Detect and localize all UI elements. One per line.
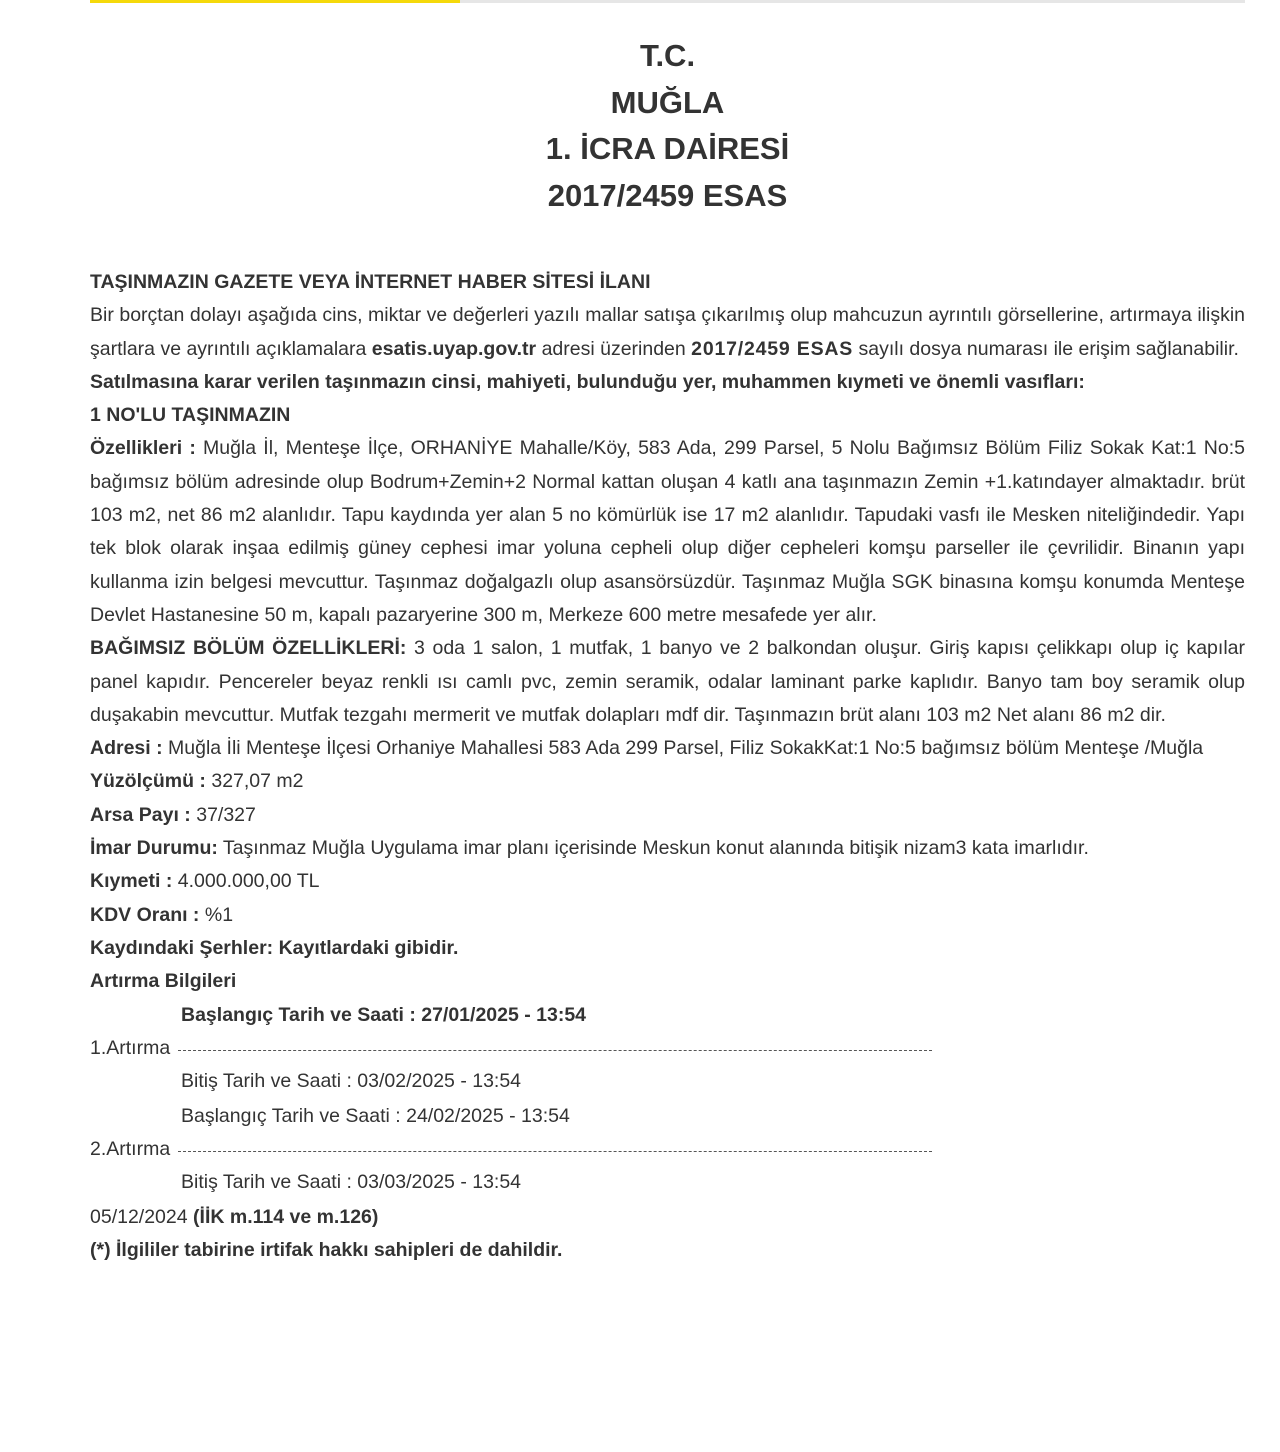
document-header — [90, 33, 1245, 219]
vat-rate: KDV Oranı : %1 — [90, 903, 234, 926]
subject-heading: Satılmasına karar verilen taşınmazın cinsi, mahiyeti, bulunduğu yer, muhammen kıymeti ve önemli vasıfları: — [90, 370, 1085, 393]
notice-intro: Bir borçtan dolayı aşağıda cins, miktar ve değerleri yazılı mallar satışa çıkarılmış olup mahcuzun ayrıntılı görsellerine, artırmaya ilişkin şartlara ve ayrıntılı açıklamalara esatis.uyap.gov.tr adresi üzerinden 2017/2459 ESAS sayılı dosya numarası ile erişim sağlanabilir. — [90, 304, 1245, 360]
unit-features: BAĞIMSIZ BÖLÜM ÖZELLİKLERİ: 3 oda 1 salon, 1 mutfak, 1 banyo ve 2 balkondan oluşur. Giriş kapısı çelikkapı olup iç kapılar panel kapıdır. Pencereler beyaz renkli ısı camlı pvc, zemin seramik, odalar laminant parke kaplıdır. Banyo tam boy seramik olup duşakabin mevcuttur. Mutfak tezgahı mermerit ve mutfak dolapları mdf dir. Taşınmazın brüt alanı 103 m2 Net alanı 86 m2 dir. — [90, 637, 1245, 726]
auction-round-end: Bitiş Tarih ve Saati : 03/02/2025 - 13:54 — [181, 1069, 522, 1092]
esatis-link-text: esatis.uyap.gov.tr — [371, 337, 537, 360]
notice-title: TAŞINMAZIN GAZETE VEYA İNTERNET HABER SİTESİ İLANI — [90, 271, 651, 293]
property-number: 1 NO'LU TAŞINMAZIN — [90, 404, 291, 427]
header-line-file-no: 2017/2459 ESAS — [547, 177, 788, 213]
auction-round-2 — [90, 1100, 1245, 1201]
dashed-separator — [178, 1050, 932, 1051]
auction-round-label: 2.Artırma — [90, 1137, 171, 1160]
appraised-value: Kıymeti : 4.000.000,00 TL — [90, 870, 320, 893]
header-line-tc: T.C. — [639, 38, 696, 73]
header-line-office: 1. İCRA DAİRESİ — [545, 131, 790, 166]
top-divider — [90, 0, 1245, 3]
auction-round-1 — [90, 999, 1245, 1100]
notice-date: 05/12/2024 (İİK m.114 ve m.126) — [90, 1205, 379, 1228]
land-share: Arsa Payı : 37/327 — [90, 803, 256, 826]
registry-annotations: Kaydındaki Şerhler: Kayıtlardaki gibidir. — [90, 936, 459, 959]
header-line-city: MUĞLA — [610, 84, 725, 120]
auction-round-end: Bitiş Tarih ve Saati : 03/03/2025 - 13:54 — [181, 1170, 522, 1193]
top-accent-bar — [90, 0, 460, 3]
property-address: Adresi : Muğla İli Menteşe İlçesi Orhaniye Mahallesi 583 Ada 299 Parsel, Filiz SokakKat:1 No:5 bağımsız bölüm Menteşe /Muğla — [90, 737, 1204, 760]
property-features: Özellikleri : Muğla İl, Menteşe İlçe, ORHANİYE Mahalle/Köy, 583 Ada, 299 Parsel, 5 Nolu Bağımsız Bölüm Filiz Sokak Kat:1 No:5 bağımsız bölüm adresinde olup Bodrum+Zemin+2 Normal kattan oluşan 4 katlı ana taşınmazın Zemin +1.katındayer almaktadır. brüt 103 m2, net 86 m2 alanlıdır. Tapu kaydında yer alan 5 no kömürlük ise 17 m2 alanlıdır. Tapudaki vasfı ile Mesken niteliğindedir. Yapı tek blok olarak inşaa edilmiş güney cephesi imar yoluna cepheli olup diğer cepheleri komşu parseller ile çevrilidir. Binanın yapı kullanma izin belgesi mevcuttur. Taşınmaz doğalgazlı olup asansörsüzdür. Taşınmaz Muğla SGK binasına komşu konumda Menteşe Devlet Hastanesine 50 m, kapalı pazaryerine 300 m, Merkeze 600 metre mesafede yer alır. — [90, 437, 1245, 626]
zoning-status: İmar Durumu: Taşınmaz Muğla Uygulama imar planı içerisinde Meskun konut alanında bitişik nizam3 kata imarlıdır. — [90, 837, 1089, 860]
auction-round-label: 1.Artırma — [90, 1036, 171, 1059]
file-number: 2017/2459 ESAS — [691, 337, 854, 360]
notice-body — [90, 266, 1245, 1267]
auction-round-start: Başlangıç Tarih ve Saati : 27/01/2025 - 13:54 — [181, 1003, 587, 1026]
dashed-separator — [178, 1151, 932, 1152]
property-area: Yüzölçümü : 327,07 m2 — [90, 770, 304, 793]
auction-heading: Artırma Bilgileri — [90, 970, 237, 993]
footnote: (*) İlgililer tabirine irtifak hakkı sahipleri de dahildir. — [90, 1238, 563, 1261]
auction-round-start: Başlangıç Tarih ve Saati : 24/02/2025 - 13:54 — [181, 1104, 570, 1127]
